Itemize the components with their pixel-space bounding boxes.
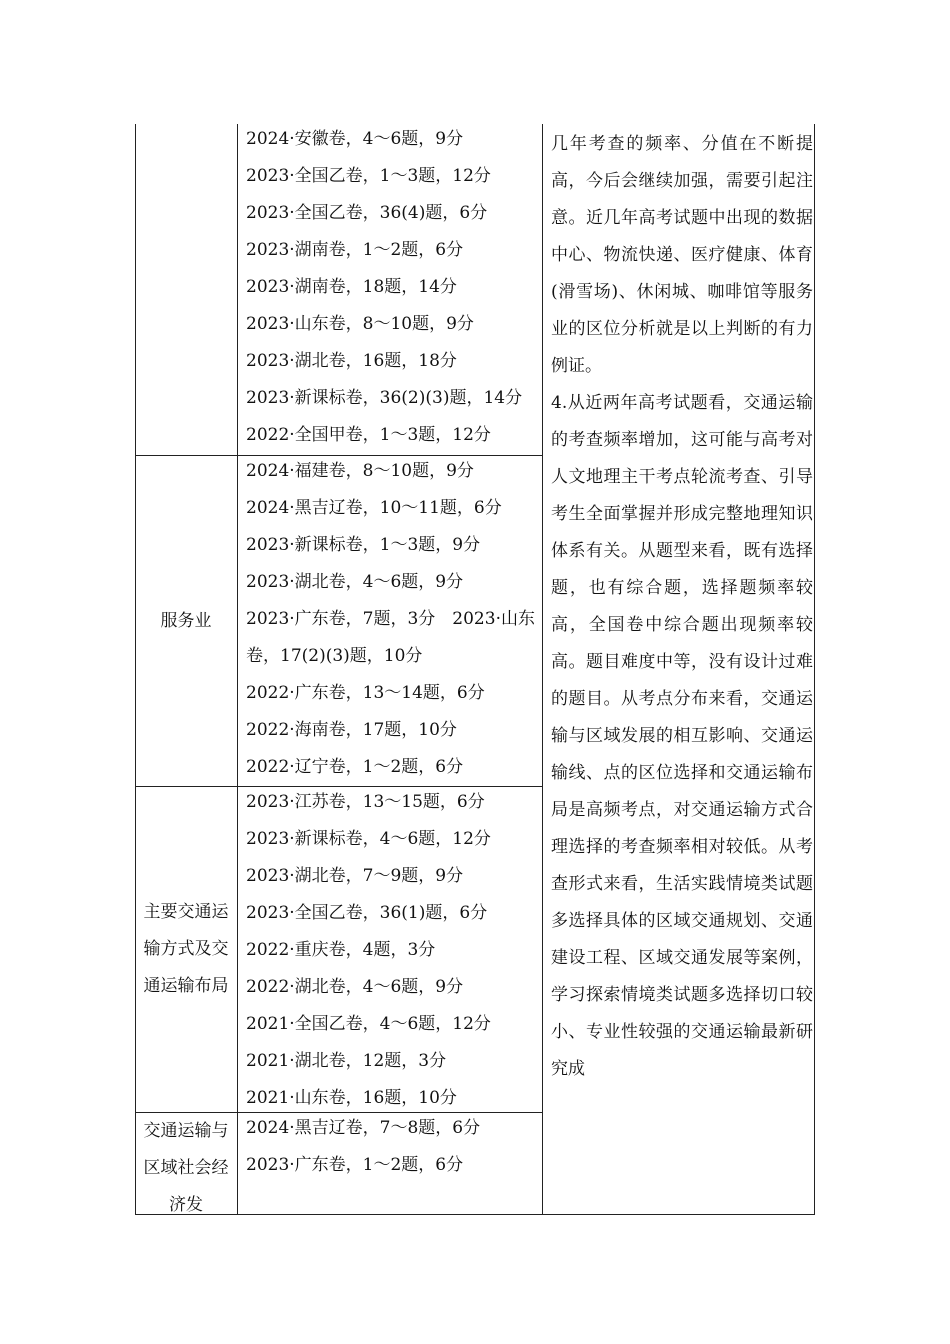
category-cell [135, 456, 237, 786]
category-cell [135, 787, 237, 1112]
exam-entry: 2023·江苏卷，13～15题，6分 [246, 792, 485, 812]
exam-entry: 2023·湖北卷，4～6题，9分 [246, 572, 464, 592]
exam-entry: 2023·湖南卷，1～2题，6分 [246, 240, 464, 260]
analysis-text [543, 126, 813, 1088]
exam-entry: 2023·湖北卷，16题，18分 [246, 351, 457, 371]
exam-entry: 2023·广东卷，1～2题，6分 [246, 1155, 464, 1175]
analysis-paragraph: 几年考查的频率、分值在不断提高，今后会继续加强，需要引起注意。近几年高考试题中出现的数据中心、物流快递、医疗健康、体育(滑雪场)、休闲城、咖啡馆等服务业的区位分析就是以上判断的有力例证。 [551, 134, 813, 376]
exam-entry: 2021·全国乙卷，4～6题，12分 [246, 1014, 491, 1034]
category-label: 交通运输与区域社会经济发 [143, 1121, 229, 1215]
exam-entry: 2024·安徽卷，4～6题，9分 [246, 129, 464, 149]
exam-entry: 2022·辽宁卷，1～2题，6分 [246, 757, 464, 777]
analysis-paragraph: 4.从近两年高考试题看，交通运输的考查频率增加，这可能与高考对人文地理主干考点轮流考查、引导考生全面掌握并形成完整地理知识体系有关。从题型来看，既有选择题，也有综合题，选择题频率较高，全国卷中综合题出现频率较高。题目难度中等，没有设计过难的题目。从考点分布来看，交通运输与区域发展的相互影响、交通运输线、点的区位选择和交通运输布局是高频考点，对交通运输方式合理选择的考查频率相对较低。从考查形式来看，生活实践情境类试题多选择具体的区域交通规划、交通建设工程、区域交通发展等案例，学习探索情境类试题多选择切口较小、专业性较强的交通运输最新研究成 [551, 393, 813, 1079]
exam-entry: 2024·福建卷，8～10题，9分 [246, 461, 474, 481]
exam-entry: 2021·山东卷，16题，10分 [246, 1088, 457, 1108]
exam-entry: 2022·重庆卷，4题，3分 [246, 940, 436, 960]
exam-list [238, 787, 541, 1120]
exam-entry: 2022·海南卷，17题，10分 [246, 720, 457, 740]
exam-entry: 2023·广东卷，7题，3分 2023·山东卷，17(2)(3)题，10分 [246, 609, 535, 666]
table-border-right [814, 124, 815, 1215]
exam-list [238, 124, 541, 457]
exam-entry: 2023·湖南卷，18题，14分 [246, 277, 457, 297]
exam-entry: 2024·黑吉辽卷，7～8题，6分 [246, 1118, 481, 1138]
exam-list [238, 1113, 541, 1187]
exam-entry: 2023·全国乙卷，36(4)题，6分 [246, 203, 488, 223]
table-border-bottom [135, 1214, 815, 1215]
exam-entry: 2021·湖北卷，12题，3分 [246, 1051, 447, 1071]
exam-entry: 2023·新课标卷，1～3题，9分 [246, 535, 481, 555]
exam-entry: 2023·全国乙卷，1～3题，12分 [246, 166, 491, 186]
exam-entry: 2022·广东卷，13～14题，6分 [246, 683, 485, 703]
exam-entry: 2023·全国乙卷，36(1)题，6分 [246, 903, 488, 923]
exam-analysis-table [135, 124, 815, 1215]
exam-list [238, 456, 541, 789]
category-label: 服务业 [160, 610, 212, 631]
exam-entry: 2023·新课标卷，4～6题，12分 [246, 829, 491, 849]
exam-entry: 2022·湖北卷，4～6题，9分 [246, 977, 464, 997]
category-cell [135, 1113, 237, 1214]
category-label: 主要交通运输方式及交通运输布局 [143, 902, 229, 996]
exam-entry: 2023·新课标卷，36(2)(3)题，14分 [246, 388, 523, 408]
exam-entry: 2024·黑吉辽卷，10～11题，6分 [246, 498, 502, 518]
exam-entry: 2023·湖北卷，7～9题，9分 [246, 866, 464, 886]
exam-entry: 2022·全国甲卷，1～3题，12分 [246, 425, 491, 445]
exam-entry: 2023·山东卷，8～10题，9分 [246, 314, 474, 334]
